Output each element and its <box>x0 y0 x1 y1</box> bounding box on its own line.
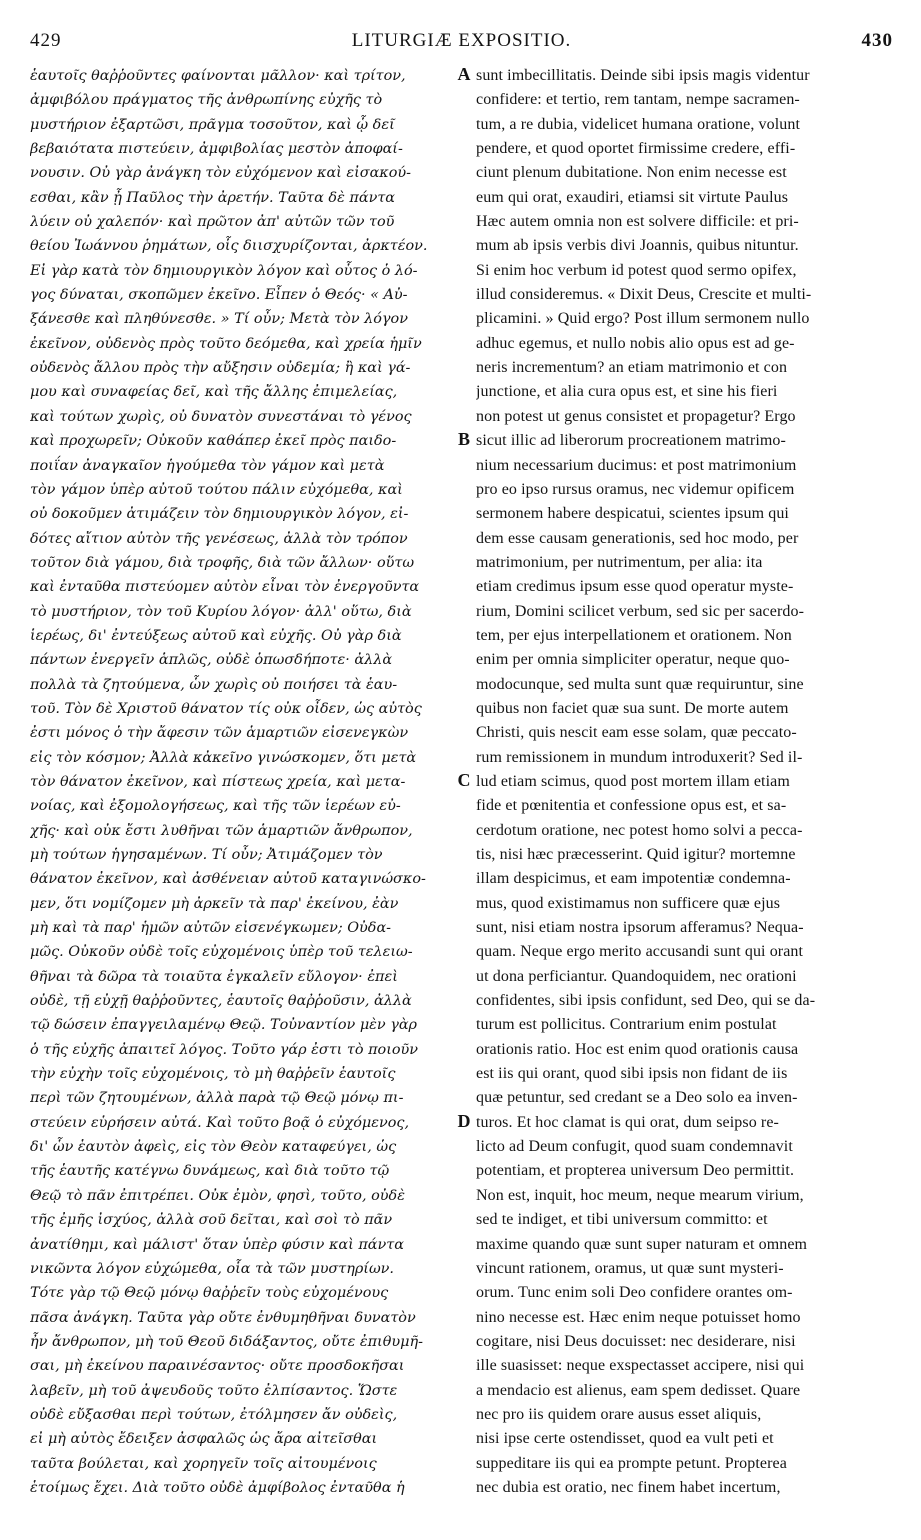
latin-text-line: rum remissionem in mundum introduxerit? Sed il- <box>476 748 803 766</box>
greek-text-line: τὸν θάνατον ἐκεῖνον, καὶ πίστεως χρεία, καὶ μετα- <box>30 773 406 790</box>
greek-text-line: τὸν γάμον ὑπὲρ αὐτοῦ τούτου πάλιν εὐχόμεθα, καὶ <box>30 481 403 498</box>
greek-text-line: ἀμφιβόλου πράγματος τῆς ἀνθρωπίνης εὐχῆς τὸ <box>30 92 383 109</box>
greek-text-line: τοῦτον διὰ γάμου, διὰ τροφῆς, διὰ τῶν ἄλλων· οὕτω <box>30 554 415 571</box>
latin-text-line: licto ad Deum confugit, quod suam condemnavit <box>476 1138 793 1156</box>
greek-text-line: ποιΐαν ἀναγκαῖον ἡγούμεθα τὸν γάμον καὶ μετὰ <box>30 457 385 474</box>
greek-text-line: εσθαι, κἂν ᾖ Παῦλος τὴν ἀρετήν. Ταῦτα δὲ πάντα <box>30 189 395 206</box>
latin-text-line: Si enim hoc verbum id potest quod sermo opifex, <box>476 261 797 279</box>
latin-text-line: potentiam, et propterea universum Deo permittit. <box>476 1162 795 1180</box>
latin-text-line: sunt, nisi etiam nostra ipsorum afferamus? Nequa- <box>476 919 804 937</box>
latin-text-line: orum. Tunc enim soli Deo confidere orantes om- <box>476 1284 793 1302</box>
greek-text-line: λύειν οὐ χαλεπόν· καὶ πρῶτον ἀπ' αὐτῶν τῶν τοῦ <box>30 214 395 231</box>
latin-text-line: tem, per ejus interpellationem et orationem. Non <box>476 626 792 644</box>
latin-text-line: tum, a re dubia, videlicet humana oratione, volunt <box>476 115 801 133</box>
latin-text-line: ciunt plenum dubitatione. Non enim necesse est <box>476 164 787 182</box>
greek-text-line: θείου Ἰωάννου ῥημάτων, οἷς διισχυρίζονται, ἀρκτέον. <box>30 238 428 255</box>
greek-text-line: πολλὰ τὰ ζητούμενα, ὧν χωρὶς οὐ ποιήσει τὰ ἑαυ- <box>30 676 398 693</box>
latin-text-line: cerdotum oratione, nec potest homo solvi a pecca- <box>476 821 803 839</box>
latin-text-line: quæ petuntur, sed credant se a Deo solo ea inven- <box>476 1089 798 1107</box>
latin-column <box>476 64 894 1500</box>
latin-text-line: quibus non faciet quæ sua sunt. De morte autem <box>476 699 789 717</box>
greek-text-line: τῆς ἐμῆς ἰσχύος, ἀλλὰ σοῦ δεῖται, καὶ σοὶ τὸ πᾶν <box>30 1212 393 1229</box>
greek-text-line: οὐδὲ εὔξασθαι περὶ τούτων, ἐτόλμησεν ἄν οὐδεὶς, <box>30 1406 398 1423</box>
greek-text-line: ἐστι μόνος ὁ τὴν ἄφεσιν τῶν ἁμαρτιῶν εἰσενεγκὼν <box>30 725 409 742</box>
greek-text-line: μὴ καὶ τὰ παρ' ἡμῶν αὐτῶν εἰσενέγκωμεν; Οὐδα- <box>30 920 392 937</box>
greek-text-line: ταῦτα βούλεται, καὶ χορηγεῖν τοῖς αἰτουμένοις <box>30 1455 377 1472</box>
latin-text-line: turos. Et hoc clamat is qui orat, dum seipso re- <box>476 1113 779 1131</box>
running-title: LITURGIÆ EXPOSITIO. <box>351 30 572 51</box>
greek-text-line: Θεῷ τὸ πᾶν ἐπιτρέπει. Οὐκ ἐμὸν, φησὶ, τοῦτο, οὐδὲ <box>30 1187 405 1204</box>
greek-text-line: ἑτοίμως ἔχει. Διὰ τοῦτο οὐδὲ ἀμφίβολος ἐνταῦθα ἡ <box>30 1479 405 1496</box>
latin-text-line: mum ab ipsis verbis divi Joannis, quibus nituntur. <box>476 237 799 255</box>
page-number-left: 429 <box>30 30 62 51</box>
greek-text-line: μου καὶ συναφείας δεῖ, καὶ τῆς ἄλλης ἐπιμελείας, <box>30 384 398 401</box>
greek-text-line: θῆναι τὰ δῶρα τὰ τοιαῦτα ἐγκαλεῖν εὔλογον· ἐπεὶ <box>30 968 398 985</box>
latin-text-line: nium necessarium ducimus: et post matrimonium <box>476 456 797 474</box>
greek-text-line: νουσιν. Οὐ γὰρ ἀνάγκη τὸν εὐχόμενον καὶ εἰσακού- <box>30 165 412 182</box>
greek-text-line: μεν, ὅτι νομίζομεν μὴ ἀρκεῖν τὰ παρ' ἐκείνου, ἐὰν <box>30 895 399 912</box>
latin-text-line: Non est, inquit, hoc meum, neque mearum virium, <box>476 1186 804 1204</box>
latin-text-line: dem esse causam generationis, sed hoc modo, per <box>476 529 799 547</box>
latin-text-line: nisi ipse certe ostendisset, quod ea vult peti et <box>476 1430 774 1448</box>
latin-text-line: sermonem habere despicatui, scientes ipsum qui <box>476 505 789 523</box>
latin-text-line: cogitare, nisi Deus docuisset: nec desiderare, nisi <box>476 1332 796 1350</box>
latin-text-line: nec pro iis quidem orare ausus esset aliquis, <box>476 1405 762 1423</box>
latin-text-line: pro eo ipso rursus oramus, nec videmur opificem <box>476 480 795 498</box>
latin-text-line: suppeditare iis qui ea prompte petunt. Propterea <box>476 1454 787 1472</box>
greek-text-line: τὴν εὐχὴν τοῖς εὐχομένοις, τὸ μὴ θαῤῥεῖν ἑαυτοῖς <box>30 1066 396 1083</box>
greek-text-line: χῆς· καὶ οὐκ ἔστι λυθῆναι τῶν ἁμαρτιῶν ἄνθρωπον, <box>30 822 413 839</box>
latin-text-line: plicamini. » Quid ergo? Post illum sermonem nullo <box>476 310 810 328</box>
section-marker-b: B <box>457 429 470 449</box>
running-head <box>30 30 893 58</box>
latin-text-line: quam. Neque ergo merito accusandi sunt qui orant <box>476 943 804 961</box>
greek-text-line: ὁ τῆς εὐχῆς ἀπαιτεῖ λόγος. Τοῦτο γάρ ἐστι τὸ ποιοῦν <box>30 1041 419 1058</box>
greek-text-line: ξάνεσθε καὶ πληθύνεσθε. » Τί οὖν; Μετὰ τὸν λόγον <box>30 311 408 328</box>
latin-text-line: vincunt rationem, oramus, ut quæ sunt mysteri- <box>476 1259 784 1277</box>
greek-text-line: σαι, μὴ ἐκείνου παραινέσαντος· οὔτε προσδοκῆσαι <box>30 1358 405 1375</box>
latin-text-line: neris incrementum? an etiam matrimonio et con <box>476 359 788 377</box>
greek-column <box>30 64 458 1500</box>
latin-text-line: a mendacio est alienus, eam spem dedisset. Quare <box>476 1381 801 1399</box>
greek-text-line: μῶς. Οὐκοῦν οὐδὲ τοῖς εὐχομένοις ὑπὲρ τοῦ τελειω- <box>30 944 413 961</box>
greek-text-line: θάνατον ἐκεῖνον, καὶ ἀσθένειαν αὐτοῦ καταγινώσκο- <box>30 871 426 888</box>
greek-text-line: περὶ τῶν ζητουμένων, ἀλλὰ παρὰ τῷ Θεῷ μόνῳ πι- <box>30 1090 404 1107</box>
greek-text-line: Τότε γὰρ τῷ Θεῷ μόνῳ θαῤῥεῖν τοὺς εὐχομένους <box>30 1285 389 1302</box>
greek-text-line: τὸ μυστήριον, τὸν τοῦ Κυρίου λόγον· ἀλλ' οὕτω, διὰ <box>30 603 412 620</box>
latin-text-line: est iis qui orant, quod sibi ipsis non fidant de iis <box>476 1065 788 1083</box>
latin-text-line: nec dubia est oratio, nec finem habet incertum, <box>476 1478 781 1496</box>
section-marker-a: A <box>457 64 471 84</box>
latin-text-line: mus, quod existimamus non sufficere quæ ejus <box>476 894 781 912</box>
latin-text-line: ut dona perficiantur. Quandoquidem, nec orationi <box>476 967 797 985</box>
latin-text-line: pendere, et quod oportet firmissime credere, effi- <box>476 140 796 158</box>
greek-text-line: νοίας, καὶ ἐξομολογήσεως, καὶ τῆς τῶν ἱερέων εὐ- <box>30 798 401 815</box>
latin-text-line: Hæc autem omnia non est solvere difficile: et pri- <box>476 213 799 231</box>
latin-text-line: nino necesse est. Hæc enim neque potuisset homo <box>476 1308 801 1326</box>
page-number-right: 430 <box>861 30 893 51</box>
greek-text-line: δι' ὧν ἑαυτὸν ἀφεὶς, εἰς τὸν Θεὸν καταφεύγει, ὡς <box>30 1139 397 1156</box>
greek-text-line: ἀνατίθημι, καὶ μάλιστ' ὅταν ὑπὲρ φύσιν καὶ πάντα <box>30 1236 404 1253</box>
greek-text-line: ἦν ἄνθρωπον, μὴ τοῦ Θεοῦ διδάξαντος, οὔτε ἐπιθυμῆ- <box>30 1333 423 1350</box>
greek-text-line: καὶ τούτων χωρὶς, οὐ δυνατὸν συνεστάναι τὸ γένος <box>30 408 412 425</box>
greek-text-line: βεβαιότατα πιστεύειν, ἀμφιβολίας μεστὸν ἀποφαί- <box>30 141 403 158</box>
greek-text-line: μὴ τούτων ἡγησαμένων. Τί οὖν; Ἀτιμάζομεν τὸν <box>30 847 383 863</box>
greek-text-line: τῷ δώσειν ἐπαγγειλαμένῳ Θεῷ. Τοὐναντίον μὲν γὰρ <box>30 1017 418 1034</box>
greek-text-line: ἱερέως, δι' ἐντεύξεως αὐτοῦ καὶ εὐχῆς. Οὐ γὰρ διὰ <box>30 627 402 644</box>
latin-text-line: sicut illic ad liberorum procreationem matrimo- <box>476 432 786 450</box>
latin-text-line: ille suasisset: neque exspectasset accipere, nisi qui <box>476 1357 805 1375</box>
latin-text-line: orationis ratio. Hoc est enim quod orationis causa <box>476 1040 799 1058</box>
latin-text-line: maxime quando quæ sunt super naturam et omnem <box>476 1235 808 1253</box>
greek-text-line: λαβεῖν, μὴ τοῦ ἀψευδοῦς τοῦτο ἐλπίσαντος. Ὥστε <box>30 1382 398 1399</box>
latin-text-line: modocunque, sed multa sunt quæ requiruntur, sine <box>476 675 804 693</box>
latin-text-line: fide et pœnitentia et confessione opus est, et sa- <box>476 797 787 815</box>
greek-text-line: γος δύναται, σκοπῶμεν ἐκεῖνο. Εἶπεν ὁ Θεός· « Αὐ- <box>30 287 408 304</box>
latin-text-line: confidentes, sibi ipsis confidunt, sed Deo, qui se da- <box>476 992 816 1010</box>
latin-text-line: Christi, quis nescit eam esse solam, quæ peccato- <box>476 724 797 742</box>
latin-text-line: turum est pollicitus. Contrarium enim postulat <box>476 1016 777 1034</box>
greek-text-line: οὐδενὸς ἄλλου πρὸς τὴν αὔξησιν οὐδεμία; ἢ καὶ γά- <box>30 360 411 377</box>
latin-text-line: matrimonium, per nutrimentum, per alia: ita <box>476 553 763 571</box>
greek-text-line: πᾶσα ἀνάγκη. Ταῦτα γὰρ οὔτε ἐνθυμηθῆναι δυνατὸν <box>30 1309 416 1326</box>
greek-text-line: τῆς ἑαυτῆς κατέγνω δυνάμεως, καὶ διὰ τοῦτο τῷ <box>30 1163 390 1180</box>
latin-text-line: eum qui orat, exaudiri, etiamsi sit virtute Paulus <box>476 188 789 206</box>
greek-text-line: εἰς τὸν κόσμον; Ἀλλὰ κἀκεῖνο γινώσκομεν, ὅτι μετὰ <box>30 749 417 766</box>
greek-text-line: οὐδὲ, τῇ εὐχῇ θαῤῥοῦντες, ἑαυτοῖς θαῤῥοῦσιν, ἀλλὰ <box>30 993 412 1010</box>
greek-text-line: ἐκεῖνον, οὐδενὸς πρὸς τοῦτο δεόμεθα, καὶ χρεία ἡμῖν <box>30 335 422 352</box>
greek-text-line: εἰ μὴ αὐτὸς ἔδειξεν ἀσφαλῶς ὡς ἄρα αἰτεῖσθαι <box>30 1431 378 1448</box>
greek-text-line: ἑαυτοῖς θαῤῥοῦντες φαίνονται μᾶλλον· καὶ τρίτον, <box>30 68 406 84</box>
section-marker-c: C <box>457 770 471 790</box>
greek-text-line: πάντων ἐνεργεῖν ἁπλῶς, οὐδὲ ὁπωσδήποτε· ἀλλὰ <box>30 652 393 669</box>
greek-text-line: Εἰ γὰρ κατὰ τὸν δημιουργικὸν λόγον καὶ οὗτος ὁ λό- <box>30 262 418 279</box>
latin-text-line: rium, Domini scilicet verbum, sed sic per sacerdo- <box>476 602 805 620</box>
latin-text-line: junctione, et alia cura opus est, et sine his fieri <box>476 383 778 401</box>
greek-text-line: μυστήριον ἐξαρτῶσι, πρᾶγμα τοσοῦτον, καὶ ᾧ δεῖ <box>30 116 395 133</box>
latin-text-line: illam despicimus, et eam impotentiæ condemna- <box>476 870 791 888</box>
greek-text-line: στεύειν εὑρήσειν αὐτά. Καὶ τοῦτο βοᾷ ὁ εὐχόμενος, <box>30 1114 410 1131</box>
latin-text-line: adhuc egemus, et nullo nobis alio opus est ad ge- <box>476 334 795 352</box>
greek-text-line: νικῶντα λόγον εὐχώμεθα, οἷα τὰ τῶν μυστηρίων. <box>30 1260 395 1277</box>
greek-text-line: οὐ δοκοῦμεν ἀτιμάζειν τὸν δημιουργικὸν λόγον, εἰ- <box>30 506 409 523</box>
latin-text-line: lud etiam scimus, quod post mortem illam etiam <box>476 772 790 790</box>
latin-text-line: confidere: et tertio, rem tantam, nempe sacramen- <box>476 91 800 109</box>
latin-text-line: etiam credimus ipsum esse quod operatur myste- <box>476 578 794 596</box>
latin-text-line: sunt imbecillitatis. Deinde sibi ipsis magis videntur <box>476 67 810 84</box>
greek-text-line: τοῦ. Τὸν δὲ Χριστοῦ θάνατον τίς οὐκ οἶδεν, ὡς αὐτὸς <box>30 700 422 717</box>
greek-text-line: καὶ ἐνταῦθα πιστεύομεν αὐτὸν εἶναι τὸν ἐνεργοῦντα <box>30 579 420 596</box>
section-marker-d: D <box>457 1111 471 1131</box>
latin-text-line: illud consideremus. « Dixit Deus, Crescite et multi- <box>476 286 812 304</box>
latin-text-line: tis, nisi hæc præcesserint. Quid igitur? mortemne <box>476 846 796 863</box>
latin-text-line: sed te indiget, et tibi universum committo: et <box>476 1211 768 1229</box>
greek-text-line: δότες αἴτιον αὐτὸν τῆς γενέσεως, ἀλλὰ τὸν τρόπον <box>30 530 408 547</box>
latin-text-line: non potest ut genus consistet et propagetur? Ergo <box>476 407 796 425</box>
latin-text-line: enim per omnia simpliciter operatur, neque quo- <box>476 651 790 669</box>
greek-text-line: καὶ προχωρεῖν; Οὐκοῦν καθάπερ ἐκεῖ πρὸς παιδο- <box>30 433 397 450</box>
